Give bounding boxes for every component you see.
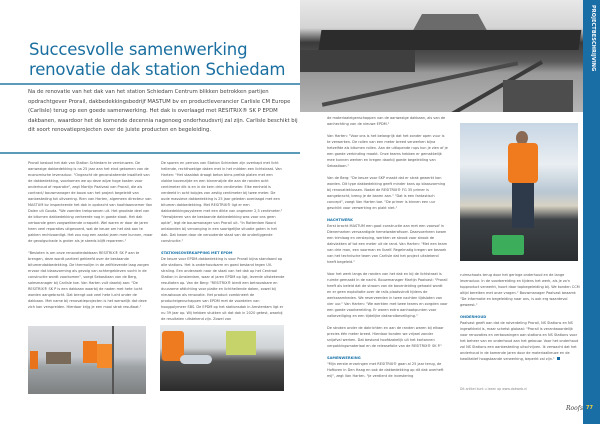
paragraph: Eerst bracht MASTUM een goot constructie aan met een voorsof in Dienemarken vervaardigde hemelwaterafvoer. Daarvoerheen kwam een trimlaag en versleping, werkten ze strook voor strook de dakvlakken af tot een meter uit de rand. Van Harten: "Met een team van drie man, een voorman en Ikzelf. Regelmatig kregen we bezoek van het technische team van Carlisle dat het project uitstekend heeft begeleid." [327,224,448,264]
paragraph: de materiaaleigenschappen van de aanwezige dakbaan, als van de aanhechting van de nieuwe EPDM." [327,116,446,126]
article-intro: Na de renovatie van het dak van het station Schiedam Centrum blikken betrokken partijen opdrachtgever Prorail, dakbedekkingsbedrijf MASTUM bv en productleverancier Carlisle CM Europe (Carlisle) terug op een goede samenwerking. Het dak is overlaagd met RESITRIX® SK P EPDM dakbanen, waardoor het de komende decennia nagenoeg onderhoudsvrij zal zijn. Carlisle beschikt bij dit soort renovatieprojecten over de juiste producten en begeleiding. [28,89,298,134]
station-photo [300,0,583,112]
roll-photo [160,325,284,391]
text-column-4 [460,272,581,368]
section-heading: SAMENWERKING [327,356,361,360]
magazine-brand: Roofs [566,405,584,412]
paragraph: "Mijn eerste ervaringen met RESITRIX® gaan al 25 jaar terug, de Hoftoren in Den Haag en ook de dakbedekking op dit dak overheft mij", zegt Van Harten. "Je verdient de investering [327,362,444,378]
text-column-2 [161,160,285,328]
paragraph: Voor het werk langs de randen van het dak en bij de lichtstraat is ruimte gemaakt in de nacht. Bouwmanager Martijn Paalvast: "Prorail heeft als beleid dat de stroom van de bovenleiding gehaald wordt en er geen exploitatie over de rails plaatsvindt tijdens de werkzaamheden. We reserveerden in twee nachten tijdsloten van vier uur." Van Harten: "We werkten met twee teams en zorgden voor een goede voorbereiding. Er waren extra aanhaakpunten voor valbeveiliging en een tijdelijke dakrandbeveiliging." [327,272,448,318]
paragraph: De stroken onder de dakrichten en aan de randen waren bij elkaar precies één meter breed. Hierdoor konden we vrijwel zonder snijafval werken. Dat bestond hoofdzakelijk uit het kartonnen verpakkingsmateriaal en de releasefolie van de RESITRIX® SK P." [327,326,444,348]
paragraph: Van de Berg: "De keuze voor SKP maakt dat er strak gewerkt kon worden. Dit type dakbedekking geeft minder kans op blaasvorming bij renovatieklussen. Nadat de RESITRIX® FG 35 primer is aangebracht, breng je de banen aan." "Dat is een fantastisch concept", voegt Van Harten toe. "De primer is binnen een uur geschikt voor verwerking en plakt niet." [327,176,446,210]
text-column-1 [28,160,153,316]
divider-top [0,83,300,85]
paragraph-text: Paalvast geeft aan dat de rolverdeling Prorail, NS Stations en NS ingewikkeld is, maar schetst globaal: "Prorail is verantwoordelijk voor renovaties en verbouwingen aan stations en NS Stations voor het beheer van en onderhoud aan het gebouw. Voor het onderhoud zal NS Stations een aanbesteding uitschrijven. Ik verwacht dat het onderhoud in de komende jaren door de materiaalkeuze en de kwalitatief hoogstaande verwerking, beperkt zal zijn." [460,321,579,361]
page-number: 77 [586,405,593,411]
paragraph: Prorail besloot het dak van Station Schiedam te vernieuwen. De aanwezige dakbedekking is na 25 jaar aan het eind gekomen van de economische levensduur. "Ongeacht de geconstateerde kwaliteit van de dakbedekking, voorkomen we op deze wijze hoge kosten voor onderhoud of reparatie", zegt Martijn Paalvast van Prorail, die als contract/ bouwmanager de bouw van het project begeleidt van aanbesteding tot uitvoering. Rien van Harten, algemeen directeur van MASTUM bv inspecteerde het dak in opdracht van hoofdaannemer Van Dolen uit Gouda. "We voerden trekproeven uit. Het grootste deel van de bitumen dakbedekking verkeerde nog in goede staat. Het dak vertoonde geen zorgwekkende craquelé. Wel waren er door de jaren heen veel reparaties uitgevoerd, wat de keuze om het dak aan te pakken rechtvaardigt. Het zou nog een aantal jaren mee kunnen, maar de gevolgschade is groter als je steeds blijft repareren." [28,161,153,243]
crew-photo [28,326,146,394]
text-column-3 [327,115,448,385]
section-label: PROJECTBESCHRIJVING [590,5,596,72]
worker-photo [460,123,578,261]
footer-caption: Dit artikel kunt u lezen op www.dakweb.nl [460,387,528,391]
section-heading: ONDERHOUD [460,315,487,319]
end-mark-icon [557,357,560,360]
paragraph [460,320,581,362]
divider-bottom [0,152,300,154]
paragraph: Van Harten: "Voor ons is het belangrijk dat het zonder open vuur is te verwerken. De rollen van een meter breed verwerken bijna hetzelfde als bitumen rollen. Aan de uitlopende rups kun je zien of je een goede verbinding maakt. Onze teams hebben er gemakkelijk mee kunnen werken en kregen daarbij goede begeleiding van Sebastiaan." [327,134,448,168]
paragraph: "Besloten is om onze renovatiedakbaan RESITRIX® SK P aan te brengen, deze wordt partieel gekleefd over de bestaande bitumendakbedekking. De thermolijm in de zelfklevende laag zorgen ervoor dat blaasvorming als gevolg van achtergebleven vocht in de constructie wordt voorkomen", voegt Sebastiaan van de Berg, salesmanager bij Carlisle toe. Van Harten vult daarbij aan: "De RESITRIX® SK P is een dakbaan waarbij de naden met hete lucht worden aangebracht. Dat brengt ook veel hete lucht onder de dakbaan. Met name bij renovatieprojecten is het wenselijk dat deze zich kan verspreiden. Hierdoor krijg je een mooi strak resultaat." [28,251,150,309]
paragraph: De keuze voor EPDM-dakbedekking is voor Prorail bijna standaard op alle stations. Het is onderhoudsarm en goed bestand tegen UV-straling. Een onderzoek naar de staat van het dak op het Centraal Station in Amsterdam, waar al jaren EPDM op ligt, leverde uitstekende resultaten op. Van de Berg: "RESITRIX® biedt een betrouwbare en duurzame afdichting voor platte en lichthellende daken, zowel bij nieuwbouw als renovatie. Het product combineert de producteigenschappen van EPDM met de voordelen van hoogpolymeer SBS. De EPDM op het stationsdak in Amsterdam ligt er nu 39 jaar op. Wij hebben stukken uit dat dak in 2020 getest, waarbij de resultaten uitstekend zijn. Zowel van [161,257,285,321]
paragraph: ruimschoots terug door het geringe onderhoud en de lange levensduur. In de voorbereiding en tijdens het werk, als je zo'n topproduct verwerkt, hoort daar topbegeleiding bij. We konden CCM altijd bereiken met onze vragen." Bouwmanager Paalvast beaamt: "De informatie en begeleiding naar ons, is ook erg waardevol geweest." [460,273,580,307]
article-title: Succesvolle samenwerking renovatie dak station Schiedam [29,40,286,79]
paragraph: De sporen en perrons van Station Schiedam zijn overkapt met licht hellende, rechthoekige daken met in het midden een lichtstraat. Van Harten: "Het staaldak draagt beton bims prefab platen met een vlakke bovenzijde en een binnenzijde die aan de randen acht centimeter dik is en in de kern drie centimeter. Elke eenheid is verdeeld in acht kolpjes van zestig centimeter bij twee meter. De oude massieve dakbedekking is 25 jaar geleden overlaagd met een bitumen dakbedekking. Met RESITRIX® ligt er een dakbedekkingssysteem met een dikte van ongeveer 2,5 centimeter." "Verwijderen van de bestaande dakbedekking was voor ons geen optie", legt de bouwmanager van Prorail uit. "In Rotterdam Noord ontstonden bij vervanging in een soortgelijke situatie gaten in het dak. Dat kwam door de verouderde staat van de onderliggende constructie." [161,161,283,243]
section-heading: NACHTWERK [327,218,353,222]
section-heading: STATIONSOVERKAPPING MET EPDM [161,251,233,255]
